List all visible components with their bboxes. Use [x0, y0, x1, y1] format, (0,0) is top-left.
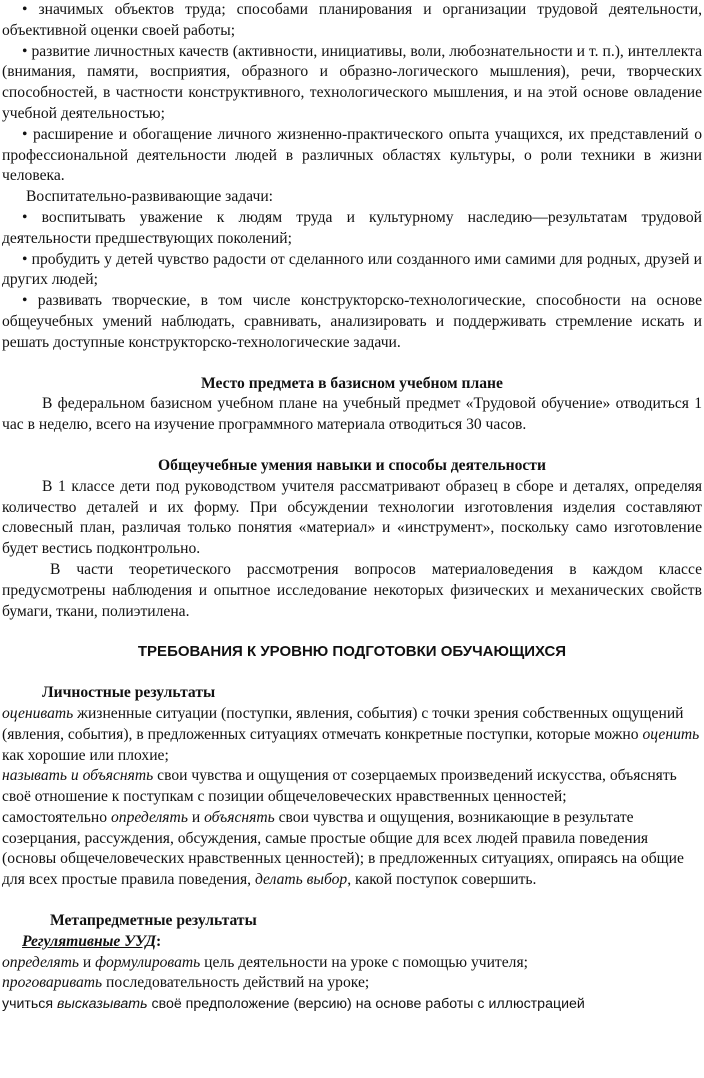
meta-item-2 — [2, 973, 702, 994]
spacer — [2, 354, 702, 374]
objective-item: • развитие личностных качеств (активности, инициативы, воли, любознательности и т. п.), интеллекта (внимания, памяти, восприятия, образного и образно-логического мышления), речи, творческих способностей, в частности конструктивного, технологического мышления, и на этой основе овладение учебной деятельностью; — [2, 42, 702, 125]
personal-item-2-verb: называть и объяснять — [2, 767, 154, 785]
skills-paragraph-1: В 1 классе дети под руководством учителя рассматривают образец в сборе и деталях, определяя количество деталей и их форму. При обсуждении технологии изготовления изделия составляют словесный план, различая только понятия «материал» и «инструмент», поскольку само изготовление будет вестись подконтрольно. — [2, 477, 702, 558]
personal-item-1-verb2: оценить — [642, 725, 700, 743]
personal-item-1-text: жизненные ситуации (поступки, явления, события) с точки зрения собственных ощущений (явления, события), в предложенных ситуациях отмечать конкретные поступки, которые можно — [2, 704, 684, 743]
personal-item-3-start: самостоятельно — [2, 808, 111, 826]
developing-task-item: • пробудить у детей чувство радости от сделанного или созданного ими самими для родных, друзей и других людей; — [2, 250, 702, 292]
meta-item-1 — [2, 953, 702, 974]
regulatory-uud-heading — [2, 932, 702, 953]
regulatory-uud-label: Регулятивные УУД — [22, 932, 156, 950]
meta-item-1-and: и — [78, 953, 96, 971]
meta-item-1-verb2: формулировать — [95, 953, 201, 971]
spacer — [2, 891, 702, 911]
personal-item-1-tail: как хорошие или плохие; — [2, 746, 169, 764]
personal-item-2 — [2, 766, 702, 808]
personal-item-3-verb2: объяснять — [204, 808, 275, 826]
requirements-heading: ТРЕБОВАНИЯ К УРОВНЮ ПОДГОТОВКИ ОБУЧАЮЩИХСЯ — [137, 643, 567, 661]
spacer — [2, 622, 702, 642]
developing-task-item: • развивать творческие, в том числе конструкторско-технологические, способности на основе общеучебных умений наблюдать, сравнивать, анализировать и поддерживать стремление искать и решать доступные конструкторско-технологические задачи. — [2, 291, 702, 353]
objective-item: • расширение и обогащение личного жизненно-практического опыта учащихся, их представлений о профессиональной деятельности людей в различных областях культуры, о роли техники в жизни человека. — [2, 125, 702, 187]
personal-item-3-verb1: определять — [110, 808, 188, 826]
meta-item-3-start: учиться — [2, 996, 58, 1013]
meta-item-2-text: последовательность действий на уроке; — [102, 974, 370, 992]
skills-paragraph-2: В части теоретического рассмотрения вопросов материаловедения в каждом классе предусмотрены наблюдения и опытное исследование некоторых физических и механических свойств бумаги, ткани, полиэтилена. — [2, 560, 702, 620]
meta-item-2-verb: проговаривать — [2, 974, 103, 992]
meta-item-3-text: своё предположение (версию) на основе работы с иллюстрацией — [147, 996, 585, 1013]
regulatory-uud-colon: : — [155, 932, 162, 950]
meta-item-3 — [2, 994, 702, 1015]
spacer — [2, 436, 702, 456]
personal-item-2-text: свои чувства и ощущения от созерцаемых произведений искусства, объяснять своё отношение к поступкам с позиции общечеловеческих нравственных ценностей; — [2, 767, 677, 806]
meta-item-1-verb1: определять — [2, 953, 79, 971]
personal-item-1 — [2, 704, 702, 766]
objective-item: • значимых объектов труда; способами планирования и организации трудовой деятельности, объективной оценки своей работы; — [2, 0, 702, 42]
personal-results-heading: Личностные результаты — [42, 684, 216, 702]
place-text: В федеральном базисном учебном плане на учебный предмет «Трудовой обучение» отводиться 1 час в неделю, всего на изучение программного материала отводиться 30 часов. — [2, 395, 702, 434]
personal-item-1-verb: оценивать — [2, 704, 74, 722]
place-heading: Место предмета в базисном учебном плане — [201, 374, 503, 392]
personal-item-3-verb3: делать выбор — [254, 871, 348, 889]
personal-item-3-text: свои чувства и ощущения, возникающие в результате созерцания, рассуждения, обсуждения, самые простые общие для всех людей правила поведения (основы общечеловеческих нравственных ценностей); в предложенных ситуациях, опираясь на общие для всех простые правила поведения, — [2, 808, 684, 889]
developing-tasks-title: Воспитательно-развивающие задачи: — [26, 188, 274, 206]
personal-item-3 — [2, 808, 702, 891]
developing-task-item: • воспитывать уважение к людям труда и культурному наследию—результатам трудовой деятельности предшествующих поколений; — [2, 208, 702, 250]
personal-item-3-and: и — [187, 808, 205, 826]
meta-item-3-verb: высказывать — [57, 996, 148, 1013]
skills-heading: Общеучебные умения навыки и способы деятельности — [158, 456, 546, 474]
meta-results-heading: Метапредметные результаты — [50, 912, 257, 930]
meta-item-1-text: цель деятельности на уроке с помощью учителя; — [200, 953, 528, 971]
personal-item-3-tail: , какой поступок совершить. — [347, 871, 537, 889]
spacer — [2, 663, 702, 683]
